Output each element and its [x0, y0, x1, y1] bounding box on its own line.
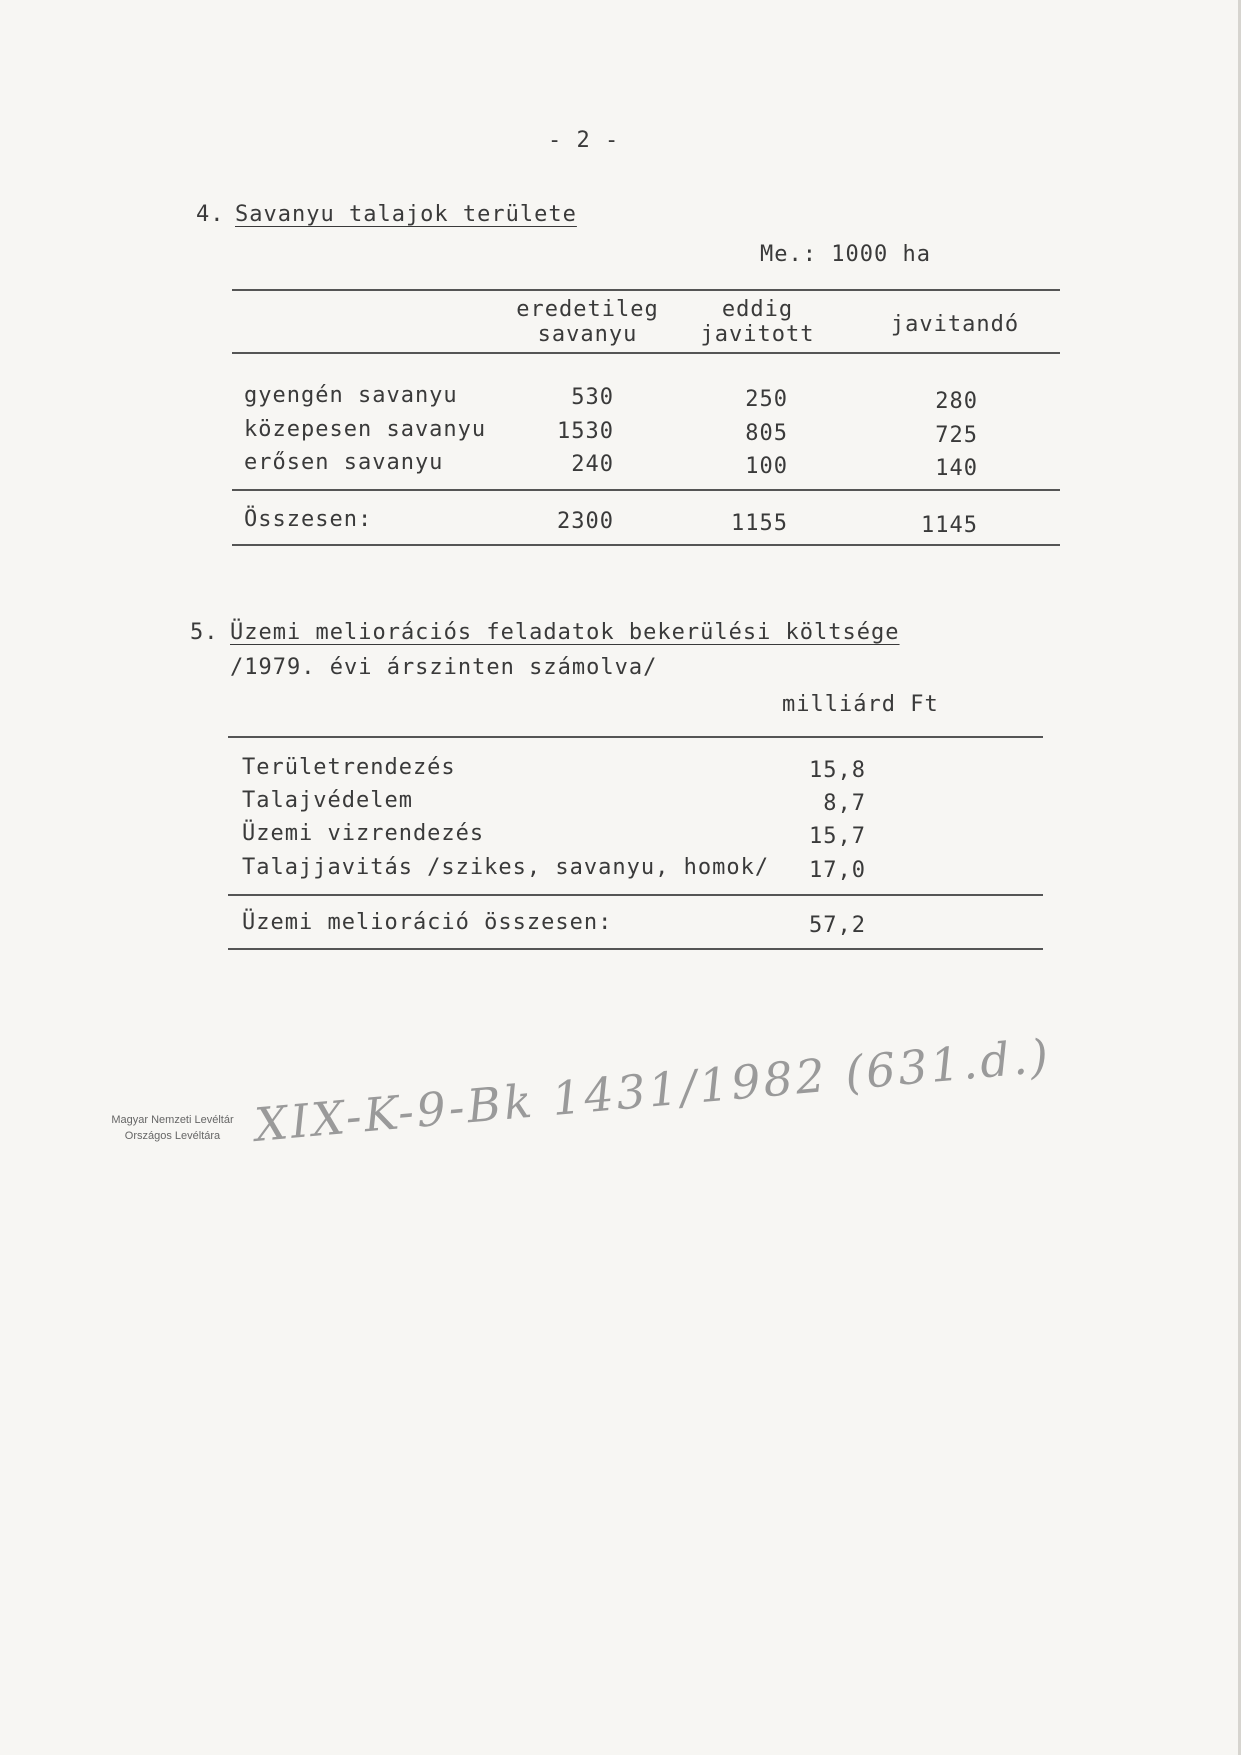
section-4-unit: Me.: 1000 ha	[760, 242, 931, 267]
cell-value: 100	[745, 454, 788, 479]
cost-value: 15,7	[809, 824, 866, 849]
table-bottom-rule	[232, 544, 1060, 546]
cell-value: 140	[935, 456, 978, 481]
col-header-eredetileg: eredetileg savanyu	[516, 297, 659, 347]
row-label: erősen savanyu	[244, 450, 444, 475]
row-label: közepesen savanyu	[244, 417, 487, 442]
row-label: gyengén savanyu	[244, 383, 458, 408]
section-5-number: 5.	[190, 620, 219, 645]
cost-total-label: Üzemi melioráció összesen:	[242, 910, 613, 935]
cost-label: Talajjavitás /szikes, savanyu, homok/	[242, 855, 770, 880]
col-header-eddig: eddig javitott	[700, 297, 815, 347]
cost-label: Üzemi vizrendezés	[242, 821, 485, 846]
cell-value: 280	[935, 389, 978, 414]
cell-value: 250	[745, 387, 788, 412]
total-value: 1155	[731, 511, 788, 536]
archive-stamp: Magyar Nemzeti Levéltár Országos Levéltára	[111, 1114, 234, 1142]
cost-table-top-rule	[228, 736, 1043, 738]
cost-total-value: 57,2	[809, 913, 866, 938]
cell-value: 240	[571, 452, 614, 477]
section-4-number: 4.	[196, 202, 225, 227]
cost-value: 15,8	[809, 758, 866, 783]
page-number: - 2 -	[548, 128, 620, 153]
table-header-rule	[232, 352, 1060, 354]
table-top-rule	[232, 289, 1060, 291]
cost-label: Talajvédelem	[242, 788, 413, 813]
total-value: 2300	[557, 509, 614, 534]
section-5-subtitle: /1979. évi árszinten számolva/	[230, 655, 658, 680]
total-label: Összesen:	[244, 507, 373, 532]
cell-value: 805	[745, 421, 788, 446]
cost-value: 8,7	[823, 791, 866, 816]
cost-table-bottom-rule	[228, 948, 1043, 950]
col-header-javitando: javitandó	[890, 312, 1020, 337]
section-5-unit: milliárd Ft	[782, 692, 939, 717]
section-5-title: Üzemi meliorációs feladatok bekerülési költsége	[230, 620, 900, 645]
cell-value: 530	[571, 385, 614, 410]
total-value: 1145	[921, 513, 978, 538]
cost-table-total-rule	[228, 894, 1043, 896]
handwritten-reference: XIX-K-9-Bk 1431/1982 (631.d.)	[252, 1028, 1054, 1152]
table-total-rule	[232, 489, 1060, 491]
cell-value: 1530	[557, 419, 614, 444]
cell-value: 725	[935, 423, 978, 448]
cost-value: 17,0	[809, 858, 866, 883]
cost-label: Területrendezés	[242, 755, 456, 780]
section-4-title: Savanyu talajok területe	[235, 202, 577, 227]
